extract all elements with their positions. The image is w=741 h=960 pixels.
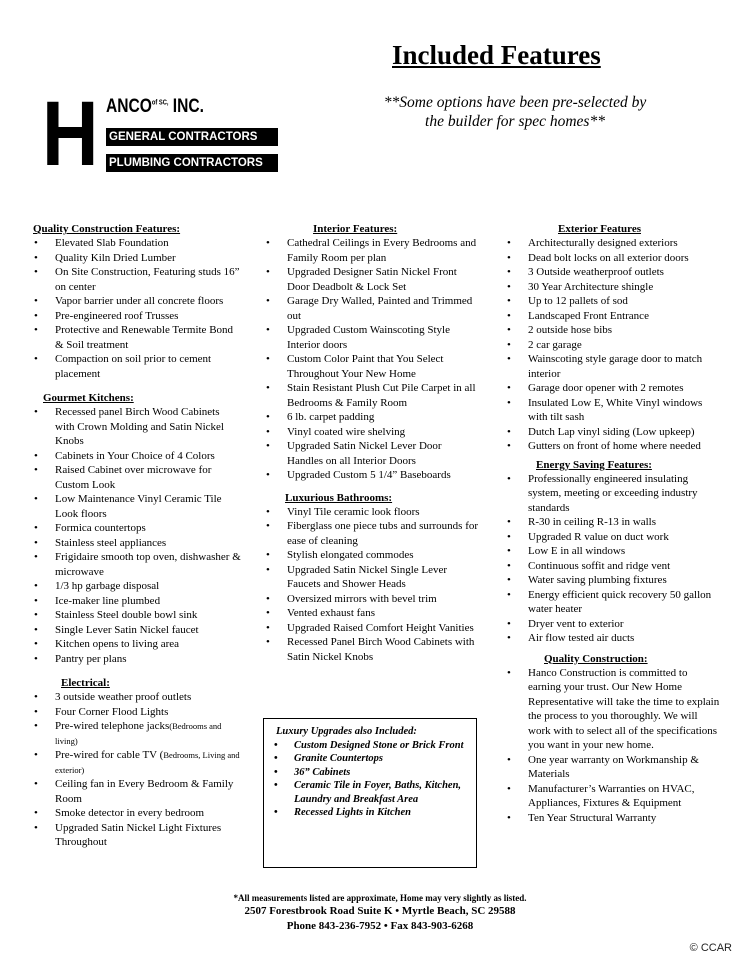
logo-inc: INC. xyxy=(172,96,204,117)
list-item: • Cathedral Ceilings in Every Bedrooms and Family Room per plan xyxy=(265,236,479,265)
list-item: • Smoke detector in every bedroom xyxy=(33,806,241,821)
luxury-upgrades-box xyxy=(263,718,477,868)
list-item: • Garage Dry Walled, Painted and Trimmed out xyxy=(265,294,479,323)
list-item: • Quality Kiln Dried Lumber xyxy=(33,251,241,266)
list-item: • Vented exhaust fans xyxy=(265,606,479,621)
list-item: • Landscaped Front Entrance xyxy=(506,309,721,324)
list-item: • Dryer vent to exterior xyxy=(506,617,721,632)
elec-4-text: Pre-wired for cable TV ( xyxy=(55,749,164,761)
quality-construction-list xyxy=(33,236,241,381)
elec-4-note: Bedrooms, Living and exterior) xyxy=(55,750,240,775)
footer-phone-fax: Phone 843-236-7952 • Fax 843-903-6268 xyxy=(286,920,474,932)
list-item: • Raised Cabinet over microwave for Custom Look xyxy=(33,463,241,492)
list-item: • On Site Construction, Featuring studs 16” on center xyxy=(33,265,241,294)
list-item: • Hanco Construction is committed to earning your trust. Our New Home Representative will take the time to explain the process to you thoroughly. We will work with to select all of the specifications you want in your new home. xyxy=(506,666,721,753)
list-item: • Elevated Slab Foundation xyxy=(33,236,241,251)
list-item: • 1/3 hp garbage disposal xyxy=(33,579,241,594)
list-item: • Recessed Panel Birch Wood Cabinets with Satin Nickel Knobs xyxy=(265,635,479,664)
luxurious-bathrooms-list xyxy=(265,505,479,665)
list-item: • Protective and Renewable Termite Bond & Soil treatment xyxy=(33,323,241,352)
list-item: • Pantry per plans xyxy=(33,652,241,667)
list-item: • Vapor barrier under all concrete floors xyxy=(33,294,241,309)
electrical-list xyxy=(33,690,241,850)
list-item: • Cabinets in Your Choice of 4 Colors xyxy=(33,449,241,464)
list-item: • Recessed panel Birch Wood Cabinets with Crown Molding and Satin Nickel Knobs xyxy=(33,405,241,449)
list-item: • Upgraded Designer Satin Nickel Front Door Deadbolt & Lock Set xyxy=(265,265,479,294)
list-item: • Single Lever Satin Nickel faucet xyxy=(33,623,241,638)
gourmet-kitchens-list xyxy=(33,405,241,666)
list-item: • Garage door opener with 2 remotes xyxy=(506,381,721,396)
list-item: • R-30 in ceiling R-13 in walls xyxy=(506,515,721,530)
list-item xyxy=(33,719,241,748)
footer-address: 2507 Forestbrook Road Suite K • Myrtle Beach, SC 29588 xyxy=(244,905,516,917)
list-item: • 3 outside weather proof outlets xyxy=(33,690,241,705)
electrical-heading: Electrical: xyxy=(61,677,110,689)
quality-construction-heading: Quality Construction Features: xyxy=(33,223,181,235)
interior-features-heading: Interior Features: xyxy=(313,223,398,235)
company-logo xyxy=(42,83,263,185)
list-item: • Four Corner Flood Lights xyxy=(33,705,241,720)
list-item: • Low E in all windows xyxy=(506,544,721,559)
list-item: • Vinyl coated wire shelving xyxy=(265,425,479,440)
list-item: • Energy efficient quick recovery 50 gallon water heater xyxy=(506,588,721,617)
list-item: • 36” Cabinets xyxy=(270,766,472,780)
list-item: • 6 lb. carpet padding xyxy=(265,410,479,425)
list-item: • Ice-maker line plumbed xyxy=(33,594,241,609)
column-right xyxy=(506,222,721,825)
list-item: • Dutch Lap vinyl siding (Low upkeep) xyxy=(506,425,721,440)
logo-name xyxy=(106,96,204,118)
note-line-1: **Some options have been pre-selected by xyxy=(383,94,647,111)
list-item: • 3 Outside weatherproof outlets xyxy=(506,265,721,280)
list-item: • Continuous soffit and ridge vent xyxy=(506,559,721,574)
list-item: • Formica countertops xyxy=(33,521,241,536)
interior-features-list xyxy=(265,236,479,483)
spec-home-note xyxy=(355,93,675,131)
list-item: • Stylish elongated commodes xyxy=(265,548,479,563)
elec-3-note: (Bedrooms and living) xyxy=(55,721,222,746)
energy-saving-list xyxy=(506,472,721,646)
list-item: • Frigidaire smooth top oven, dishwasher & microwave xyxy=(33,550,241,579)
list-item: • Gutters on front of home where needed xyxy=(506,439,721,454)
list-item: • 30 Year Architecture shingle xyxy=(506,280,721,295)
list-item: • 2 outside hose bibs xyxy=(506,323,721,338)
logo-bar-general: GENERAL CONTRACTORS xyxy=(106,128,278,146)
list-item: • Upgraded Satin Nickel Single Lever Faucets and Shower Heads xyxy=(265,563,479,592)
list-item: • Water saving plumbing fixtures xyxy=(506,573,721,588)
exterior-features-heading: Exterior Features xyxy=(558,223,641,235)
page-title: Included Features xyxy=(392,40,601,70)
column-left xyxy=(33,222,241,850)
list-item: • Insulated Low E, White Vinyl windows with tilt sash xyxy=(506,396,721,425)
list-item: • Upgraded Custom 5 1/4” Baseboards xyxy=(265,468,479,483)
luxury-upgrades-list xyxy=(270,739,472,820)
list-item: • Vinyl Tile ceramic look floors xyxy=(265,505,479,520)
list-item: • Air flow tested air ducts xyxy=(506,631,721,646)
list-item: • Upgraded Satin Nickel Lever Door Handles on all Interior Doors xyxy=(265,439,479,468)
list-item: • Ceiling fan in Every Bedroom & Family Room xyxy=(33,777,241,806)
list-item: • Upgraded Satin Nickel Light Fixtures Throughout xyxy=(33,821,241,850)
list-item: • Manufacturer’s Warranties on HVAC, Appliances, Fixtures & Equipment xyxy=(506,782,721,811)
elec-3-text: Pre-wired telephone jacks xyxy=(55,720,170,732)
quality-construction-right-list xyxy=(506,666,721,826)
list-item xyxy=(33,748,241,777)
list-item: • Ceramic Tile in Foyer, Baths, Kitchen, Laundry and Breakfast Area xyxy=(270,779,472,806)
column-middle xyxy=(265,222,479,664)
list-item: • Architecturally designed exteriors xyxy=(506,236,721,251)
list-item: • Oversized mirrors with bevel trim xyxy=(265,592,479,607)
exterior-features-list xyxy=(506,236,721,454)
list-item: • Wainscoting style garage door to match interior xyxy=(506,352,721,381)
footer-disclaimer: *All measurements listed are approximate, Home may very slightly as listed. xyxy=(233,893,527,903)
list-item: • Ten Year Structural Warranty xyxy=(506,811,721,826)
logo-letter: H xyxy=(42,83,99,185)
list-item: • Stainless Steel double bowl sink xyxy=(33,608,241,623)
list-item: • Stain Resistant Plush Cut Pile Carpet in all Bedrooms & Family Room xyxy=(265,381,479,410)
list-item: • Custom Color Paint that You Select Throughout Your New Home xyxy=(265,352,479,381)
footer xyxy=(190,893,570,934)
list-item: • Upgraded R value on duct work xyxy=(506,530,721,545)
list-item: • Recessed Lights in Kitchen xyxy=(270,806,472,820)
ccar-watermark: © CCAR xyxy=(689,942,732,954)
energy-saving-heading: Energy Saving Features: xyxy=(536,458,652,471)
luxury-upgrades-heading: Luxury Upgrades also Included: xyxy=(276,726,417,737)
list-item: • Custom Designed Stone or Brick Front xyxy=(270,739,472,753)
note-line-2: the builder for spec homes** xyxy=(425,113,605,130)
logo-sup: of SC, xyxy=(151,99,169,107)
list-item: • Fiberglass one piece tubs and surrounds for ease of cleaning xyxy=(265,519,479,548)
list-item: • One year warranty on Workmanship & Materials xyxy=(506,753,721,782)
list-item: • Professionally engineered insulating system, meeting or exceeding industry standards xyxy=(506,472,721,516)
list-item: • Compaction on soil prior to cement placement xyxy=(33,352,241,381)
list-item: • Upgraded Custom Wainscoting Style Interior doors xyxy=(265,323,479,352)
logo-bar-plumbing: PLUMBING CONTRACTORS xyxy=(106,154,278,172)
logo-name-text: ANCO xyxy=(106,96,152,117)
list-item: • 2 car garage xyxy=(506,338,721,353)
list-item: • Upgraded Raised Comfort Height Vanities xyxy=(265,621,479,636)
list-item: • Kitchen opens to living area xyxy=(33,637,241,652)
list-item: • Pre-engineered roof Trusses xyxy=(33,309,241,324)
gourmet-kitchens-heading: Gourmet Kitchens: xyxy=(43,392,134,404)
quality-construction-right-heading: Quality Construction: xyxy=(544,652,648,665)
luxurious-bathrooms-heading: Luxurious Bathrooms: xyxy=(285,491,393,504)
list-item: • Stainless steel appliances xyxy=(33,536,241,551)
list-item: • Low Maintenance Vinyl Ceramic Tile Look floors xyxy=(33,492,241,521)
list-item: • Up to 12 pallets of sod xyxy=(506,294,721,309)
list-item: • Granite Countertops xyxy=(270,752,472,766)
list-item: • Dead bolt locks on all exterior doors xyxy=(506,251,721,266)
